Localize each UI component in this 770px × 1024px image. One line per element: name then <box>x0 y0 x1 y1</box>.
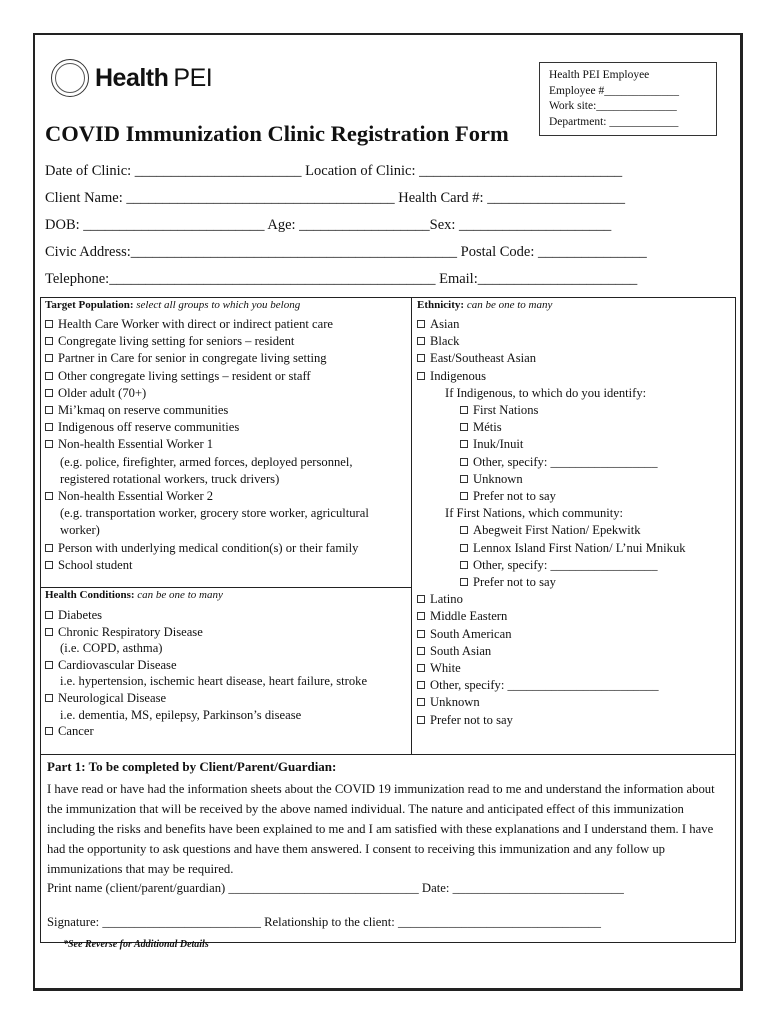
form-title: COVID Immunization Clinic Registration Form <box>45 121 509 146</box>
ethnicity-subitem[interactable]: Prefer not to say <box>417 574 686 591</box>
ethnicity-subitem[interactable]: Métis <box>417 419 686 436</box>
column-divider <box>411 298 412 754</box>
indigenous-question: If Indigenous, to which do you identify: <box>445 385 647 400</box>
target-item[interactable]: Congregate living setting for seniors – resident <box>45 333 369 350</box>
dob-age-sex-fields[interactable]: DOB: _________________________ Age: __________________Sex: _____________________ <box>45 217 612 233</box>
ethnicity-subitem[interactable]: Inuk/Inuit <box>417 436 686 453</box>
checkbox[interactable] <box>45 337 53 345</box>
checkbox[interactable] <box>417 664 425 672</box>
condition-item[interactable]: Diabetes <box>45 607 367 624</box>
checkbox[interactable] <box>460 406 468 414</box>
checkbox[interactable] <box>45 406 53 414</box>
form-page <box>33 33 743 991</box>
item-detail: (e.g. transportation worker, grocery store worker, agricultural <box>60 506 369 521</box>
ethnicity-heading: Ethnicity: can be one to many <box>417 299 553 311</box>
target-item[interactable]: Person with underlying medical condition(s) or their family <box>45 540 369 557</box>
employee-box-title: Health PEI Employee <box>549 69 650 81</box>
ethnicity-item[interactable]: Middle Eastern <box>417 608 686 625</box>
target-item[interactable]: Health Care Worker with direct or indirect patient care <box>45 316 369 333</box>
health-conditions-heading: Health Conditions: can be one to many <box>45 589 223 601</box>
employee-number-field[interactable]: Employee #_____________ <box>549 84 679 97</box>
checkbox[interactable] <box>417 630 425 638</box>
target-item[interactable]: Non-health Essential Worker 2 <box>45 488 369 505</box>
target-population-list <box>45 316 369 574</box>
item-detail: (e.g. police, firefighter, armed forces, deployed personnel, <box>60 454 353 469</box>
item-detail: i.e. hypertension, ischemic heart disease, heart failure, stroke <box>60 674 368 689</box>
checkbox[interactable] <box>45 611 53 619</box>
ethnicity-item[interactable]: Unknown <box>417 694 686 711</box>
checkbox[interactable] <box>45 561 53 569</box>
ethnicity-item[interactable]: Latino <box>417 591 686 608</box>
checkbox[interactable] <box>417 647 425 655</box>
checkbox[interactable] <box>417 595 425 603</box>
target-item[interactable]: Other congregate living settings – resident or staff <box>45 368 369 385</box>
condition-item[interactable]: Cancer <box>45 723 367 740</box>
ethnicity-item[interactable]: White <box>417 660 686 677</box>
checkbox[interactable] <box>45 440 53 448</box>
checkbox[interactable] <box>45 544 53 552</box>
target-item[interactable]: Indigenous off reserve communities <box>45 419 369 436</box>
checkbox[interactable] <box>45 492 53 500</box>
checkbox[interactable] <box>45 372 53 380</box>
ethnicity-list <box>417 316 686 729</box>
checkbox[interactable] <box>45 423 53 431</box>
part1-title: Part 1: To be completed by Client/Parent/Guardian: <box>47 759 337 774</box>
item-detail: i.e. dementia, MS, epilepsy, Parkinson’s disease <box>60 707 302 722</box>
checkbox[interactable] <box>460 561 468 569</box>
target-item[interactable]: Partner in Care for senior in congregate living setting <box>45 350 369 367</box>
checkbox[interactable] <box>417 320 425 328</box>
checkbox[interactable] <box>417 337 425 345</box>
checkbox[interactable] <box>45 661 53 669</box>
part1-consent-section <box>40 755 736 943</box>
target-item[interactable]: School student <box>45 557 369 574</box>
checkbox[interactable] <box>417 681 425 689</box>
checkbox[interactable] <box>417 612 425 620</box>
item-detail: registered rotational workers, truck drivers) <box>60 471 280 486</box>
employee-info-box <box>539 62 717 136</box>
checkbox[interactable] <box>460 475 468 483</box>
ethnicity-item[interactable]: Other, specify: ________________________ <box>417 677 686 694</box>
target-item[interactable]: Mi’kmaq on reserve communities <box>45 402 369 419</box>
address-postal-fields[interactable]: Civic Address:_____________________________________________ Postal Code: _______________ <box>45 244 647 260</box>
checkbox[interactable] <box>417 698 425 706</box>
checkbox[interactable] <box>460 544 468 552</box>
checkbox[interactable] <box>45 727 53 735</box>
health-pei-logo <box>51 61 212 95</box>
checkbox[interactable] <box>45 354 53 362</box>
checkbox[interactable] <box>45 628 53 636</box>
consent-paragraph: I have read or have had the information sheets about the COVID 19 immunization read to me and understand the information about the immunization that will be received by the above named individual. The nature and anticipated effect of this immunization including the risks and benefits have been explained to me and I am satisfied with these explanations and I understand them. I have had the opportunity to ask questions and have them answered. I consent to receiving this immunization and any follow up immunizations that may be required. <box>47 782 715 876</box>
checkbox[interactable] <box>417 354 425 362</box>
checkbox[interactable] <box>45 694 53 702</box>
date-location-fields[interactable]: Date of Clinic: _______________________ Location of Clinic: ____________________________ <box>45 163 623 179</box>
checklist-grid <box>40 297 736 755</box>
signature-relationship-fields[interactable]: Signature: _________________________ Relationship to the client: ________________________________ <box>47 915 601 929</box>
condition-item[interactable]: Chronic Respiratory Disease <box>45 624 367 641</box>
ethnicity-item[interactable]: South American <box>417 626 686 643</box>
telephone-email-fields[interactable]: Telephone:_____________________________________________ Email:______________________ <box>45 271 638 287</box>
ethnicity-subitem[interactable]: Prefer not to say <box>417 488 686 505</box>
ethnicity-subitem[interactable]: First Nations <box>417 402 686 419</box>
ethnicity-subitem[interactable]: Abegweit First Nation/ Epekwitk <box>417 522 686 539</box>
section-divider <box>41 587 412 588</box>
health-conditions-list <box>45 607 367 740</box>
ethnicity-item[interactable]: South Asian <box>417 643 686 660</box>
ethnicity-subitem[interactable]: Other, specify: _________________ <box>417 557 686 574</box>
checkbox[interactable] <box>460 423 468 431</box>
checkbox[interactable] <box>460 458 468 466</box>
checkbox[interactable] <box>460 440 468 448</box>
ethnicity-item[interactable]: Prefer not to say <box>417 712 686 729</box>
ethnicity-item[interactable]: Indigenous <box>417 368 686 385</box>
ethnicity-subitem[interactable]: Lennox Island First Nation/ L’nui Mnikuk <box>417 540 686 557</box>
provincial-seal-icon <box>51 59 89 97</box>
client-name-healthcard-fields[interactable]: Client Name: _____________________________________ Health Card #: ___________________ <box>45 190 625 206</box>
ethnicity-item[interactable]: Black <box>417 333 686 350</box>
work-site-field[interactable]: Work site:______________ <box>549 100 677 112</box>
checkbox[interactable] <box>460 526 468 534</box>
checkbox[interactable] <box>460 578 468 586</box>
ethnicity-subitem[interactable]: Unknown <box>417 471 686 488</box>
checkbox[interactable] <box>45 320 53 328</box>
item-detail: (i.e. COPD, asthma) <box>60 641 163 656</box>
ethnicity-item[interactable]: Asian <box>417 316 686 333</box>
department-field[interactable]: Department: ____________ <box>549 115 679 128</box>
target-item[interactable]: Older adult (70+) <box>45 385 369 402</box>
checkbox[interactable] <box>417 372 425 380</box>
brand-name: Health PEI <box>95 63 213 92</box>
first-nations-question: If First Nations, which community: <box>445 506 624 521</box>
checkbox[interactable] <box>417 716 425 724</box>
checkbox[interactable] <box>45 389 53 397</box>
ethnicity-item[interactable]: East/Southeast Asian <box>417 350 686 367</box>
target-population-heading: Target Population: select all groups to which you belong <box>45 299 301 311</box>
print-name-date-fields[interactable]: Print name (client/parent/guardian) ______________________________ Date: ___________________________ <box>47 881 624 895</box>
reverse-note: *See Reverse for Additional Details <box>63 939 209 950</box>
target-item[interactable]: Non-health Essential Worker 1 <box>45 436 369 453</box>
item-detail: worker) <box>60 523 100 538</box>
condition-item[interactable]: Neurological Disease <box>45 690 367 707</box>
checkbox[interactable] <box>460 492 468 500</box>
ethnicity-subitem[interactable]: Other, specify: _________________ <box>417 454 686 471</box>
condition-item[interactable]: Cardiovascular Disease <box>45 657 367 674</box>
